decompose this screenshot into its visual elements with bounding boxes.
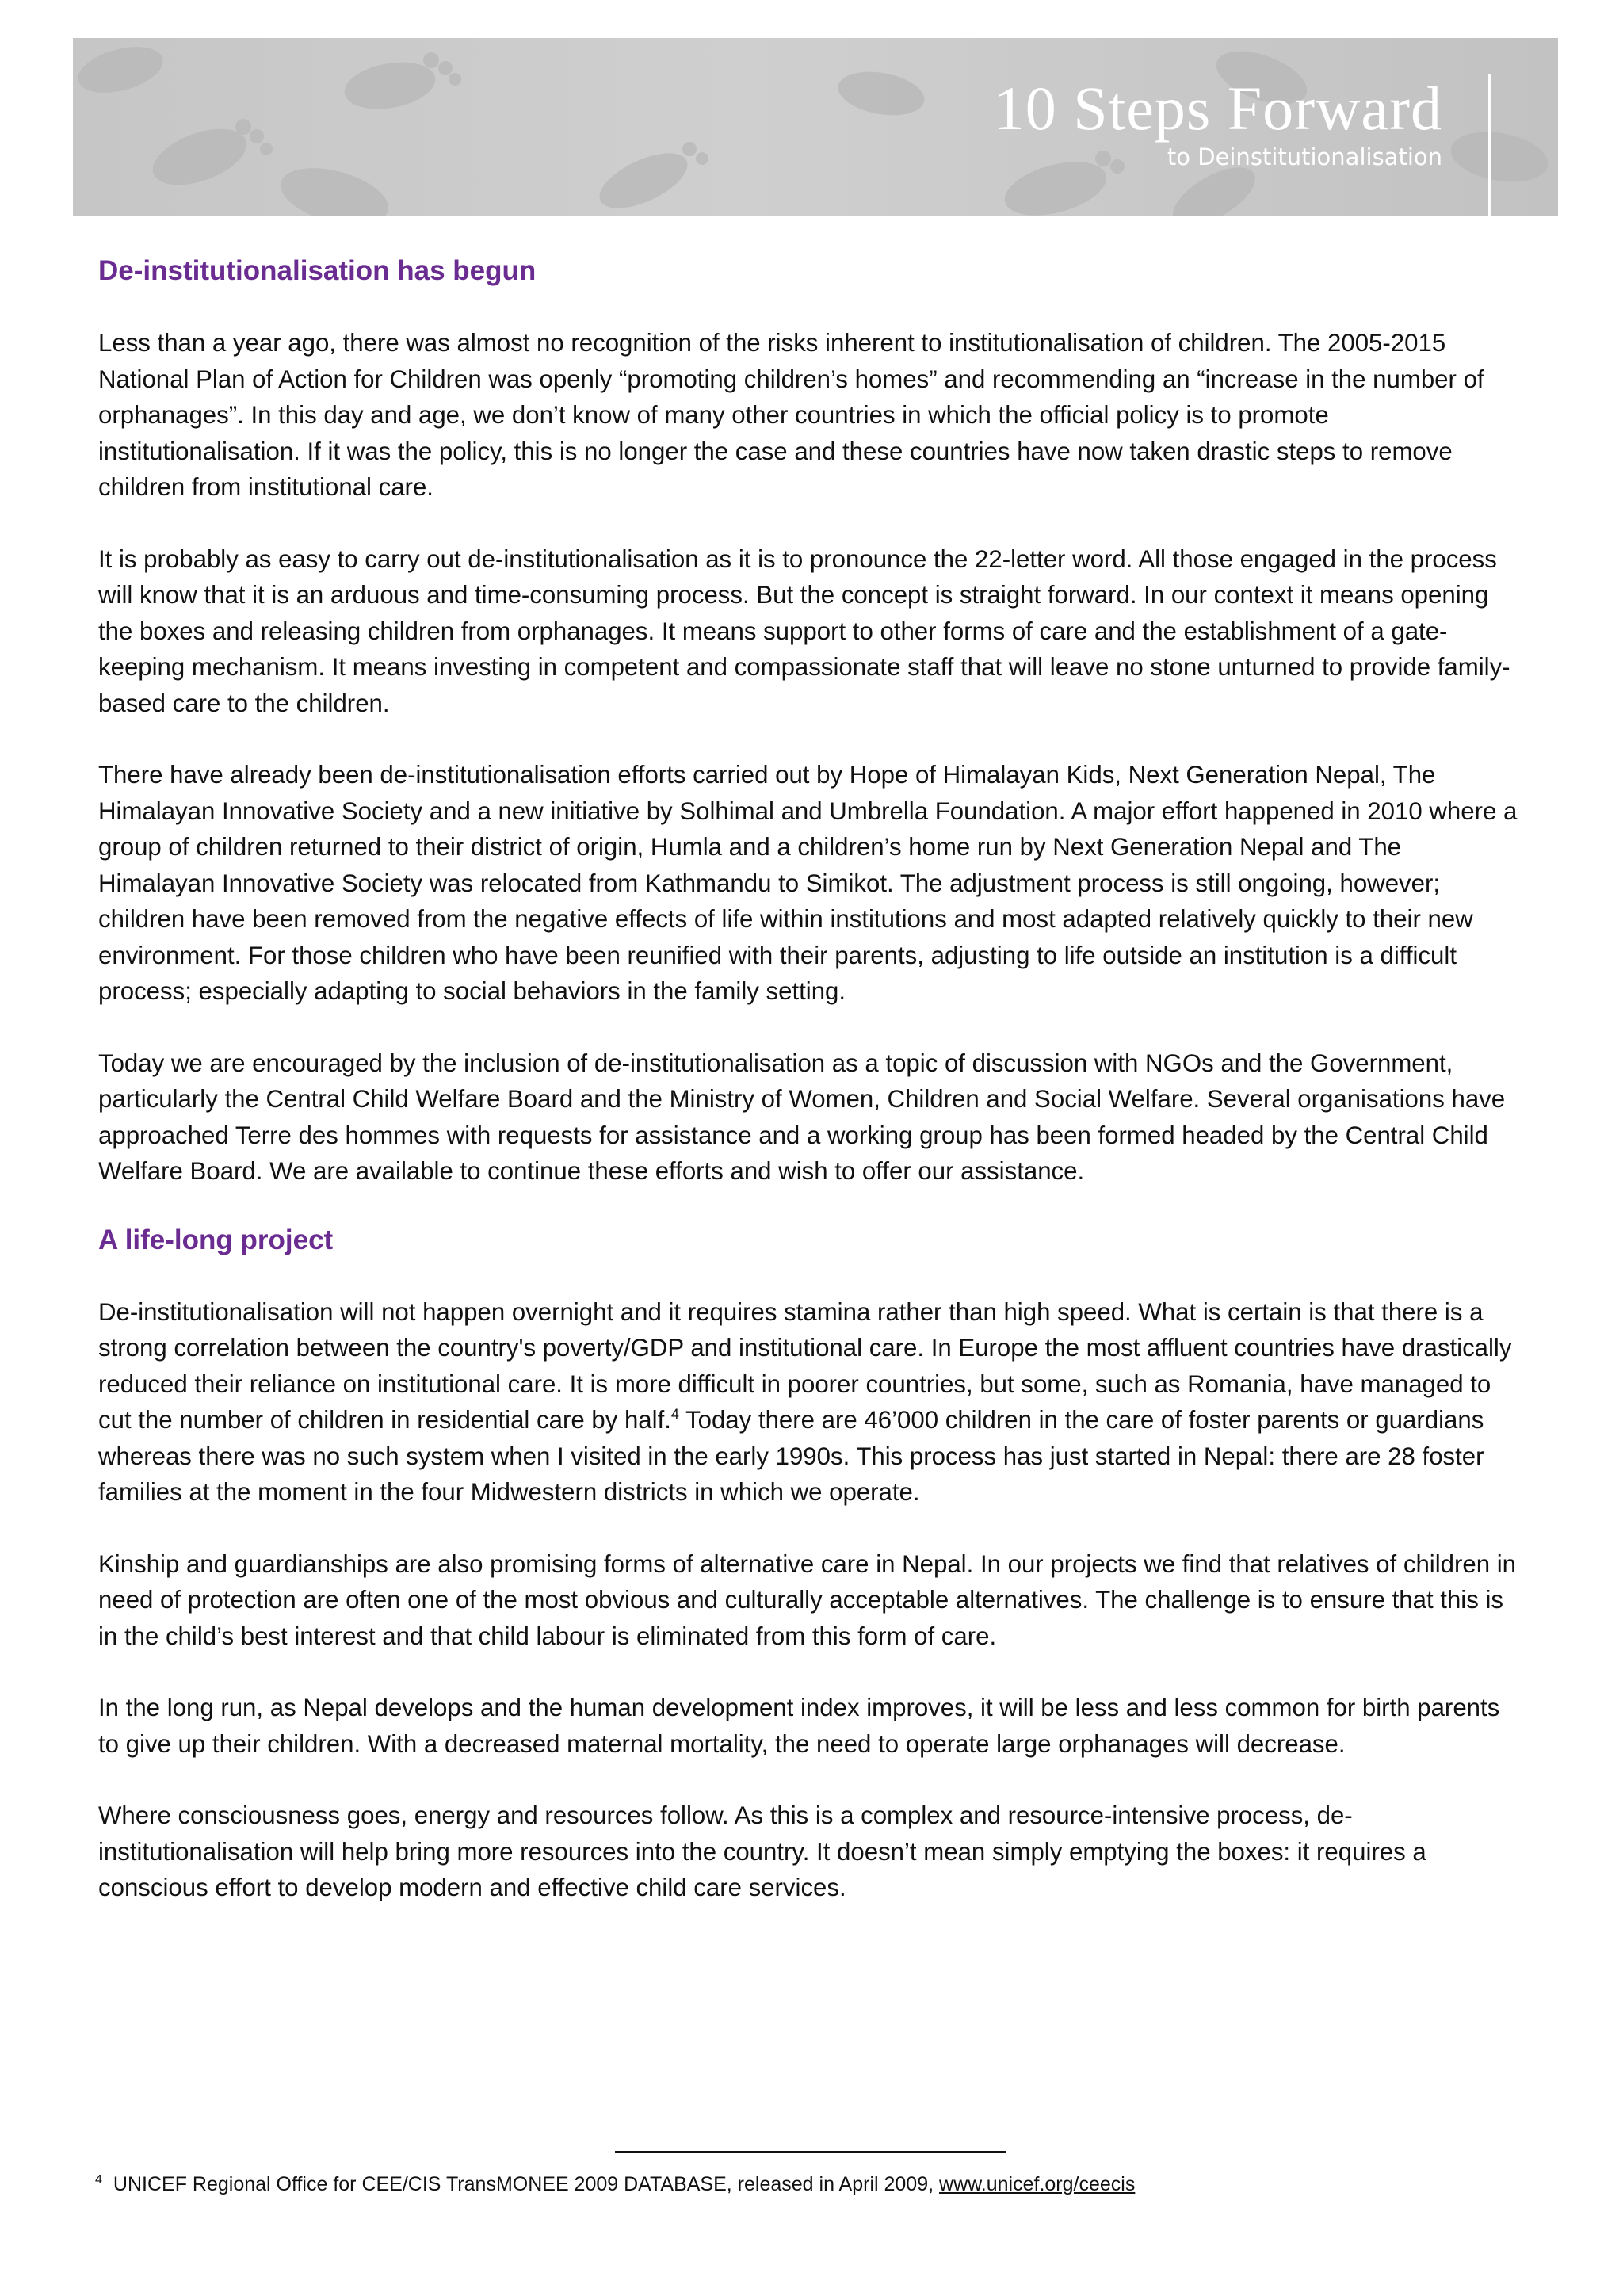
paragraph-text: De-institutionalisation will not happen overnight and it requires stamina rather than high speed. What is certain is that there is a strong correlation between the country's poverty/GDP and institutional care. In Europe the most affluent countries have drastically reduced their reliance on institutional care. It is more difficult in poorer countries, but some, such as Romania, have managed to cut the number of children in residential care by half.	[98, 1297, 1512, 1434]
header-banner	[73, 38, 1558, 216]
section-heading-deinstitutionalisation: De-institutionalisation has begun	[98, 255, 537, 286]
footnote-text: UNICEF Regional Office for CEE/CIS TransMONEE 2009 DATABASE, released in April 2009,	[113, 2173, 940, 2195]
footnote-separator	[615, 2151, 1006, 2153]
paragraph: Where consciousness goes, energy and resources follow. As this is a complex and resource-intensive process, de-institutionalisation will help bring more resources into the country. It doesn’t mean simply emptying the boxes: it requires a conscious effort to develop modern and effective child care services.	[98, 1801, 1426, 1901]
paragraph-text: Today there are 46’000 children in the care of foster parents or guardians whereas there was no such system when I visited in the early 1990s. This process has just started in Nepal: there are 28 foster families at the moment in the four Midwestern districts in which we operate.	[98, 1406, 1484, 1506]
footnote-reference: 4	[670, 1406, 679, 1423]
paragraph: There have already been de-institutionalisation efforts carried out by Hope of Himalayan Kids, Next Generation Nepal, The Himalayan Innovative Society and a new initiative by Solhimal and Umbrella Foundation. A major effort happened in 2010 where a group of children returned to their district of origin, Humla and a children’s home run by Next Generation Nepal and The Himalayan Innovative Society was relocated from Kathmandu to Simikot. The adjustment process is still ongoing, however; children have been removed from the negative effects of life within institutions and most adapted relatively quickly to their new environment. For those children who have been reunified with their parents, adjusting to life outside an institution is a difficult process; especially adapting to social behaviors in the family setting.	[98, 761, 1518, 1005]
footnote-link[interactable]: www.unicef.org/ceecis	[939, 2173, 1136, 2195]
document-body	[98, 252, 1525, 1906]
paragraph: Today we are encouraged by the inclusion of de-institutionalisation as a topic of discussion with NGOs and the Government, particularly the Central Child Welfare Board and the Ministry of Women, Children and Social Welfare. Several organisations have approached Terre des hommes with requests for assistance and a working group has been formed headed by the Central Child Welfare Board. We are available to continue these efforts and wish to offer our assistance.	[98, 1049, 1506, 1185]
paragraph: Kinship and guardianships are also promising forms of alternative care in Nepal. In our projects we find that relatives of children in need of protection are often one of the most obvious and culturally acceptable alternatives. The challenge is to ensure that this is in the child’s best interest and that child labour is eliminated from this form of care.	[98, 1549, 1517, 1650]
banner-subtitle: to Deinstitutionalisation	[1167, 143, 1442, 170]
paragraph: In the long run, as Nepal develops and the human development index improves, it will be less and less common for birth parents to give up their children. With a decreased maternal mortality, the need to operate large orphanages will decrease.	[98, 1694, 1500, 1758]
section-heading-life-long-project: A life-long project	[98, 1224, 334, 1255]
banner-title: 10 Steps Forward	[993, 74, 1442, 143]
paragraph: It is probably as easy to carry out de-institutionalisation as it is to pronounce the 22-letter word. All those engaged in the process will know that it is an arduous and time-consuming process. But the concept is straight forward. In our context it means opening the boxes and releasing children from orphanages. It means support to other forms of care and the establishment of a gate-keeping mechanism. It means investing in competent and compassionate staff that will leave no stone unturned to provide family-based care to the children.	[98, 544, 1510, 717]
footnote-number: 4	[95, 2172, 102, 2187]
banner-divider	[1488, 74, 1491, 216]
footnote	[95, 2172, 1135, 2197]
paragraph	[98, 1294, 1525, 1511]
paragraph: Less than a year ago, there was almost no recognition of the risks inherent to institutionalisation of children. The 2005-2015 National Plan of Action for Children was openly “promoting children’s homes” and recommending an “increase in the number of orphanages”. In this day and age, we don’t know of many other countries in which the official policy is to promote institutionalisation. If it was the policy, this is no longer the case and these countries have now taken drastic steps to remove children from institutional care.	[98, 329, 1484, 501]
